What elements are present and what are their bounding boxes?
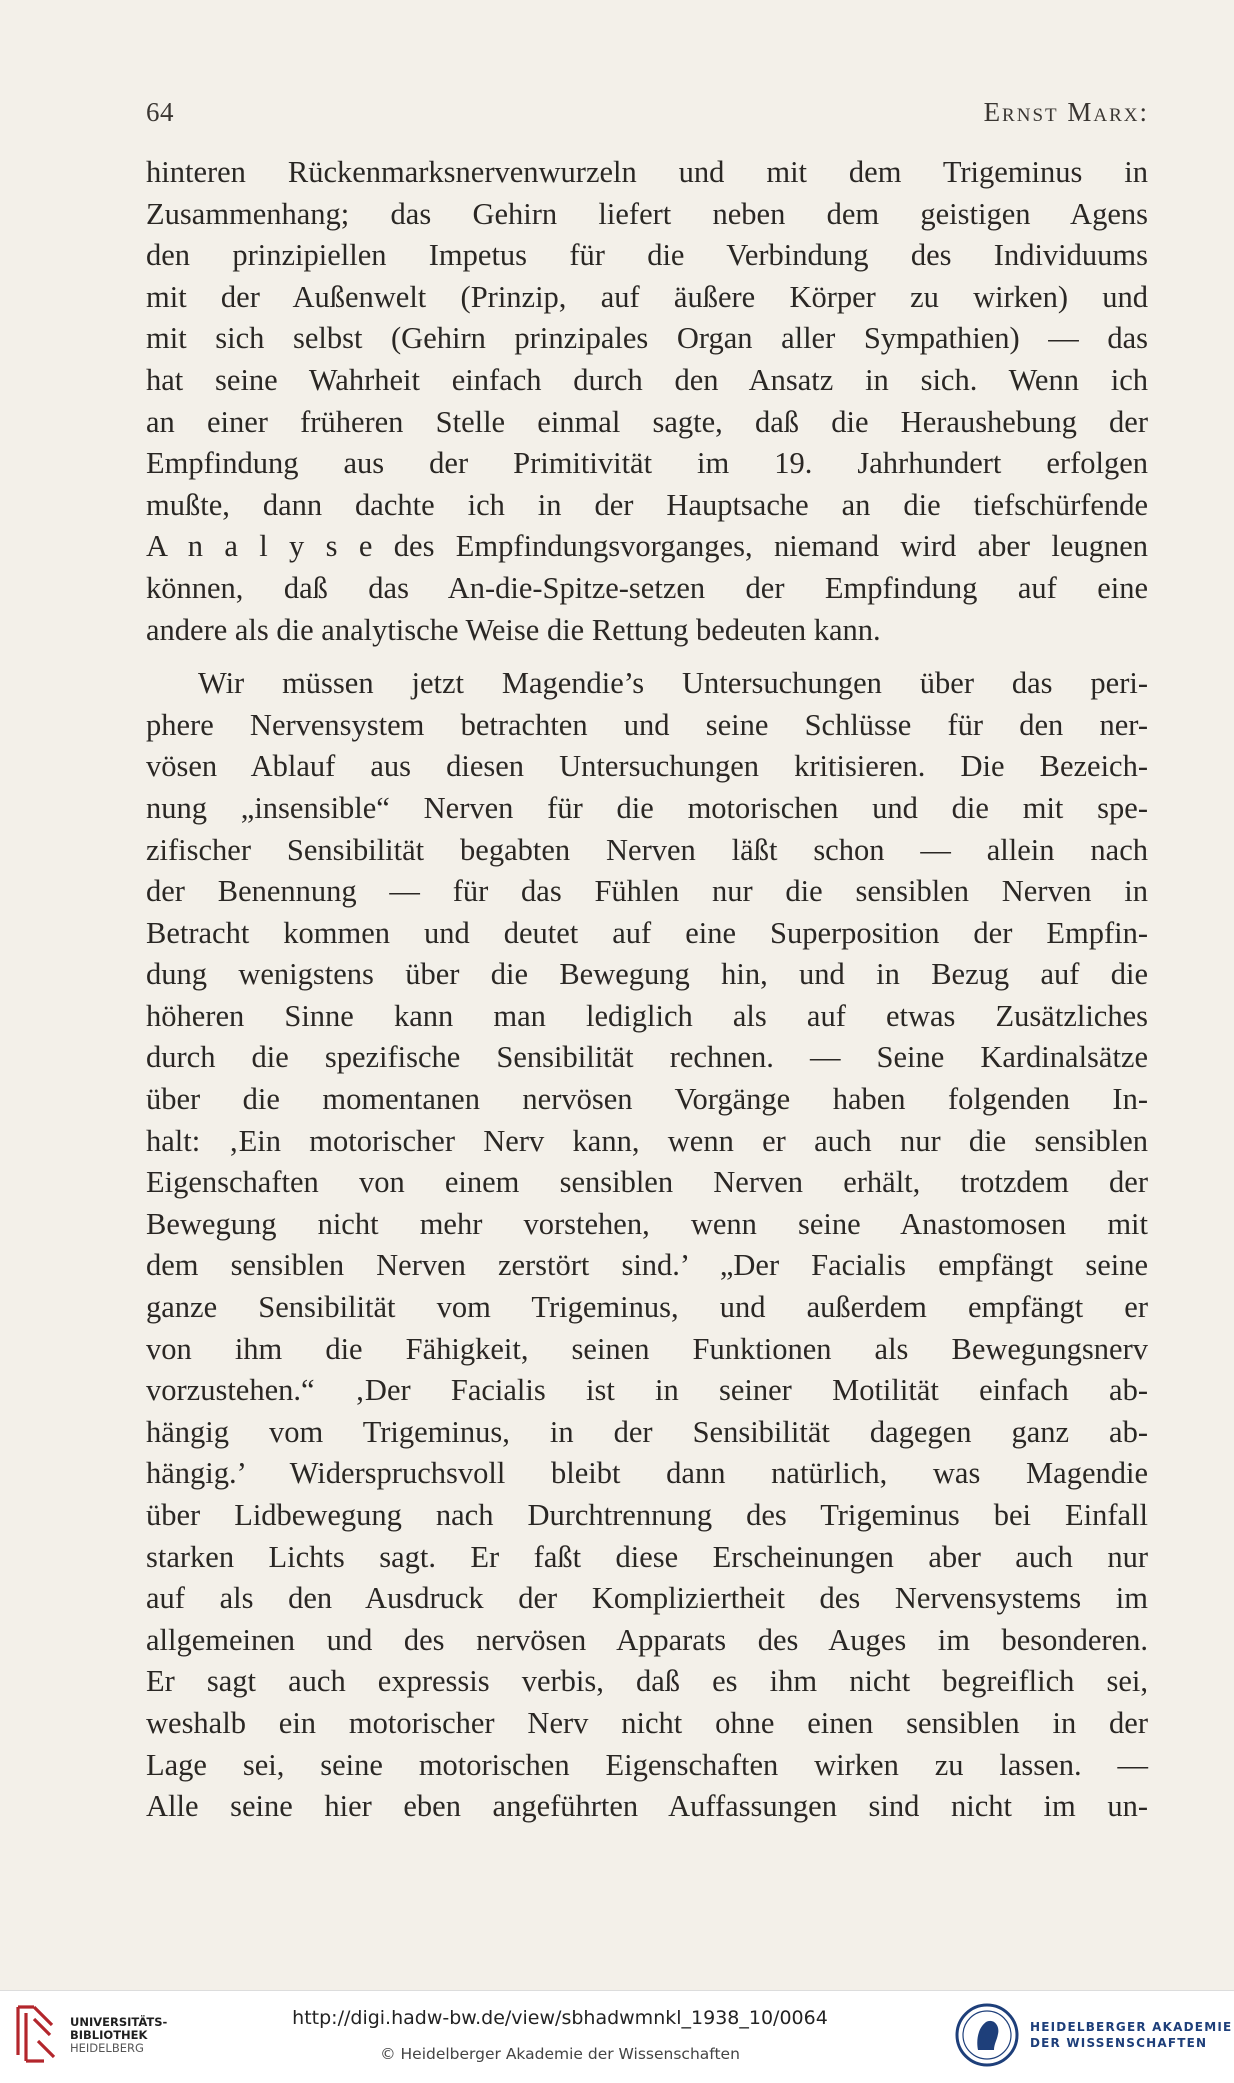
text-line: vorzustehen.“ ‚Der Facialis ist in seiner Motilität einfach ab- <box>146 1373 1148 1408</box>
text-line: weshalb ein motorischer Nerv nicht ohne einen sensiblen in der <box>146 1705 1148 1740</box>
text-line: mit sich selbst (Gehirn prinzipales Organ aller Sympathien) — das <box>146 321 1148 356</box>
running-head-author: Ernst Marx: <box>983 97 1149 127</box>
text-line: den prinzipiellen Impetus für die Verbindung des Individuums <box>146 238 1148 273</box>
text-line: hängig vom Trigeminus, in der Sensibilität dagegen ganz ab- <box>146 1414 1148 1449</box>
ub-logo-line-2: BIBLIOTHEK <box>70 2028 148 2042</box>
text-line: zifischer Sensibilität begabten Nerven läßt schon — allein nach <box>146 832 1148 867</box>
text-line: dung wenigstens über die Bewegung hin, und in Bezug auf die <box>146 957 1148 992</box>
text-line: Zusammenhang; das Gehirn liefert neben dem geistigen Agens <box>146 196 1148 231</box>
text-line: nung „insensible“ Nerven für die motorischen und die mit spe- <box>146 790 1148 825</box>
text-line: Eigenschaften von einem sensiblen Nerven erhält, trotzdem der <box>146 1165 1148 1200</box>
text-line: an einer früheren Stelle einmal sagte, daß die Heraushebung der <box>146 404 1148 439</box>
text-line: dem sensiblen Nerven zerstört sind.’ „Der Facialis empfängt seine <box>146 1248 1148 1283</box>
ub-logo-line-1: UNIVERSITÄTS- <box>70 2015 168 2029</box>
text-line: Wir müssen jetzt Magendie’s Untersuchungen über das peri- <box>198 666 1148 701</box>
text-line: der Benennung — für das Fühlen nur die sensiblen Nerven in <box>146 874 1148 909</box>
academy-logo-line-1: HEIDELBERGER AKADEMIE <box>1030 2020 1233 2034</box>
paragraph <box>146 152 1148 651</box>
text-line: über Lidbewegung nach Durchtrennung des Trigeminus bei Einfall <box>146 1498 1148 1532</box>
academy-logo-line-2: DER WISSENSCHAFTEN <box>1030 2036 1208 2050</box>
text-line: hinteren Rückenmarksnervenwurzeln und mit dem Trigeminus in <box>146 155 1148 189</box>
text-line: von ihm die Fähigkeit, seinen Funktionen als Bewegungsnerv <box>146 1331 1148 1366</box>
text-line: allgemeinen und des nervösen Apparats des Auges im besonderen. <box>146 1622 1148 1657</box>
text-line: über die momentanen nervösen Vorgänge haben folgenden In- <box>146 1082 1148 1117</box>
text-line: vösen Ablauf aus diesen Untersuchungen kritisieren. Die Bezeich- <box>146 749 1148 784</box>
text-line: höheren Sinne kann man lediglich als auf etwas Zusätzliches <box>146 998 1148 1033</box>
text-line: durch die spezifische Sensibilität rechnen. — Seine Kardinalsätze <box>146 1040 1148 1075</box>
text-line: mit der Außenwelt (Prinzip, auf äußere Körper zu wirken) und <box>146 279 1148 314</box>
text-line: hängig.’ Widerspruchsvoll bleibt dann natürlich, was Magendie <box>146 1456 1148 1491</box>
copyright-notice: © Heidelberger Akademie der Wissenschaften <box>380 2045 740 2063</box>
text-line: Lage sei, seine motorischen Eigenschaften wirken zu lassen. — <box>146 1747 1148 1782</box>
text-line: starken Lichts sagt. Er faßt diese Erscheinungen aber auch nur <box>146 1539 1148 1574</box>
text-line: mußte, dann dachte ich in der Hauptsache an die tiefschürfende <box>146 487 1148 522</box>
text-line: Alle seine hier eben angeführten Auffassungen sind nicht im un- <box>146 1789 1148 1824</box>
body-text <box>146 152 1148 1828</box>
ub-logo-icon <box>12 2003 60 2065</box>
text-line: halt: ‚Ein motorischer Nerv kann, wenn er auch nur die sensiblen <box>146 1123 1148 1158</box>
footer-bar <box>0 1990 1234 2083</box>
text-line: ganze Sensibilität vom Trigeminus, und außerdem empfängt er <box>146 1290 1148 1325</box>
text-line: Betracht kommen und deutet auf eine Superposition der Empfin- <box>146 915 1148 950</box>
text-line: phere Nervensystem betrachten und seine Schlüsse für den ner- <box>146 707 1148 742</box>
ub-heidelberg-logo[interactable] <box>12 2003 167 2069</box>
permalink-url[interactable]: http://digi.hadw-bw.de/view/sbhadwmnkl_1938_10/0064 <box>292 2007 828 2029</box>
text-line: Bewegung nicht mehr vorstehen, wenn seine Anastomosen mit <box>146 1206 1148 1241</box>
academy-seal-icon[interactable] <box>954 2002 1020 2068</box>
running-head <box>146 97 1149 133</box>
text-line: andere als die analytische Weise die Rettung bedeuten kann. <box>146 612 881 647</box>
paragraph <box>146 663 1148 1828</box>
text-line: Er sagt auch expressis verbis, daß es ihm nicht begreiflich sei, <box>146 1664 1148 1699</box>
text-line: können, daß das An-die-Spitze-setzen der Empfindung auf eine <box>146 570 1148 605</box>
paragraph-gap <box>146 651 1148 663</box>
ub-logo-line-3: HEIDELBERG <box>70 2041 144 2055</box>
text-line: Empfindung aus der Primitivität im 19. Jahrhundert erfolgen <box>146 446 1148 481</box>
text-line: hat seine Wahrheit einfach durch den Ansatz in sich. Wenn ich <box>146 362 1148 397</box>
page-number: 64 <box>146 97 174 127</box>
academy-logo-text <box>1030 2019 1232 2051</box>
text-line: A n a l y s e des Empfindungsvorganges, niemand wird aber leugnen <box>146 529 1148 564</box>
text-line: auf als den Ausdruck der Kompliziertheit des Nervensystems im <box>146 1581 1148 1616</box>
